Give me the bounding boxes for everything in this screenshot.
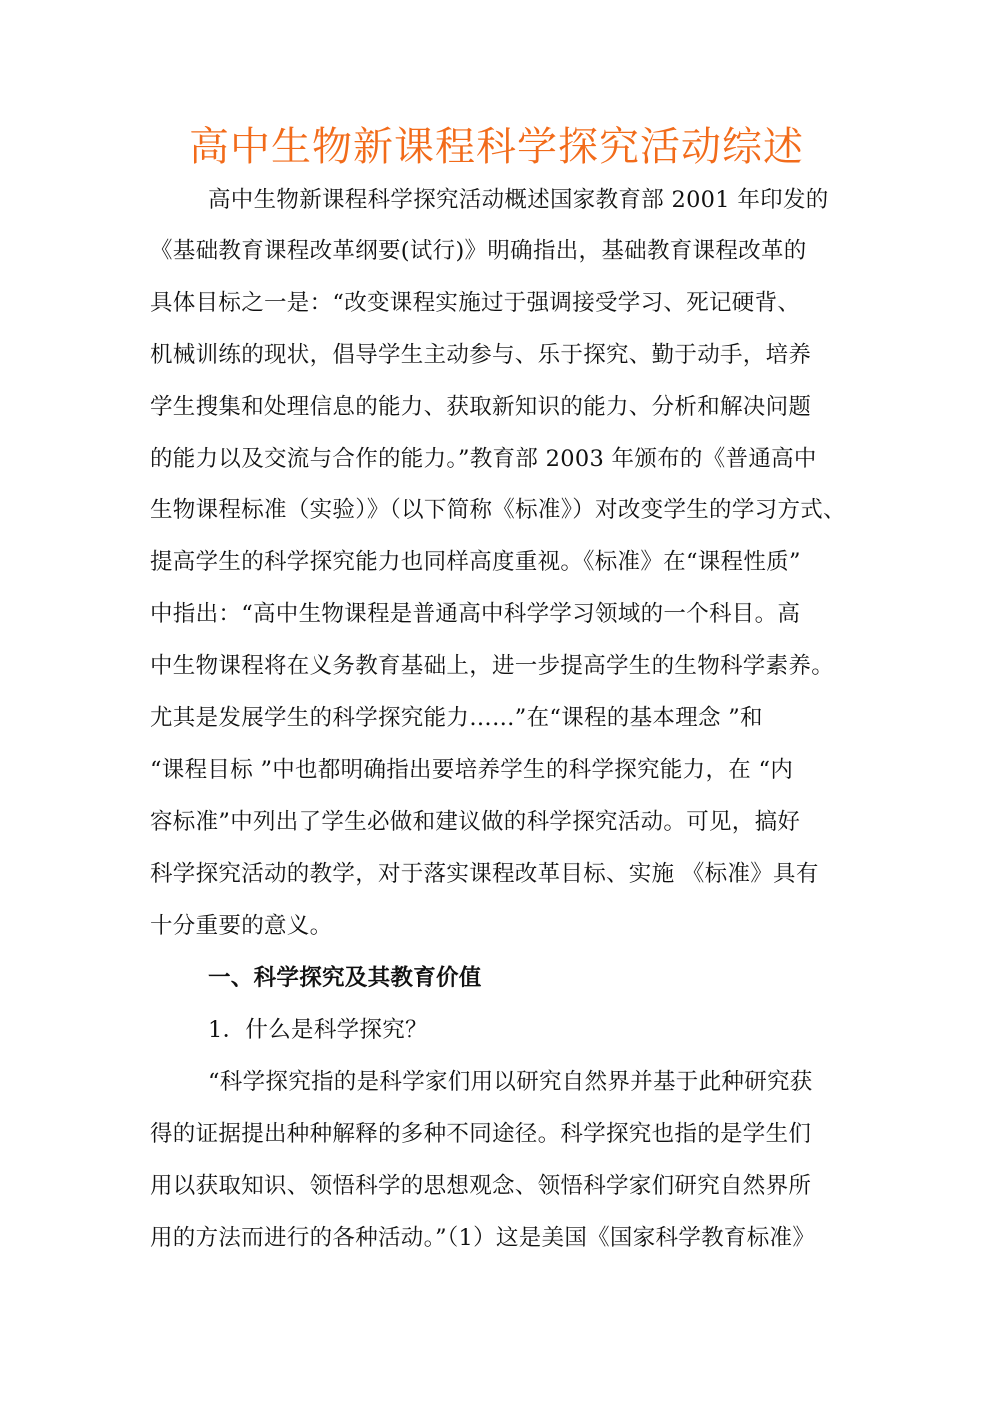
paragraph-line: 中生物课程将在义务教育基础上，进一步提高学生的生物科学素养。 [150,653,835,679]
paragraph-line: 十分重要的意义。 [150,913,333,939]
paragraph-line: 尤其是发展学生的科学探究能力……”在“课程的基本理念 ”和 [150,705,763,731]
document-title: 高中生物新课程科学探究活动综述 [189,124,804,170]
paragraph-line: 具体目标之一是：“改变课程实施过于强调接受学习、死记硬背、 [150,290,801,316]
paragraph-line: 机械训练的现状，倡导学生主动参与、乐于探究、勤于动手，培养 [150,342,812,368]
paragraph-line: 《基础教育课程改革纲要(试行)》明确指出，基础教育课程改革的 [150,238,807,264]
section-heading: 一、科学探究及其教育价值 [208,965,482,991]
paragraph-line: 得的证据提出种种解释的多种不同途径。科学探究也指的是学生们 [150,1121,812,1147]
paragraph-line: 学生搜集和处理信息的能力、获取新知识的能力、分析和解决问题 [150,394,812,420]
subsection-heading: 1．什么是科学探究？ [208,1017,428,1043]
paragraph-line: 科学探究活动的教学，对于落实课程改革目标、实施 《标准》具有 [150,861,819,887]
paragraph-line: 中指出：“高中生物课程是普通高中科学学习领域的一个科目。高 [150,601,801,627]
paragraph-line: 生物课程标准（实验）》（以下简称《标准》）对改变学生的学习方式、 [150,497,846,523]
paragraph-line: “课程目标 ”中也都明确指出要培养学生的科学探究能力，在 “内 [150,757,794,783]
paragraph-line: 用以获取知识、领悟科学的思想观念、领悟科学家们研究自然界所 [150,1173,812,1199]
paragraph-line: 的能力以及交流与合作的能力。”教育部 2003 年颁布的《普通高中 [150,446,817,472]
paragraph-line: “科学探究指的是科学家们用以研究自然界并基于此种研究获 [208,1069,813,1095]
paragraph-line: 提高学生的科学探究能力也同样高度重视。《标准》在“课程性质” [150,549,801,575]
paragraph-line: 用的方法而进行的各种活动。”（1）这是美国《国家科学教育标准》 [150,1225,816,1251]
paragraph-line: 高中生物新课程科学探究活动概述国家教育部 2001 年印发的 [208,187,829,213]
paragraph-line: 容标准”中列出了学生必做和建议做的科学探究活动。可见，搞好 [150,809,801,835]
